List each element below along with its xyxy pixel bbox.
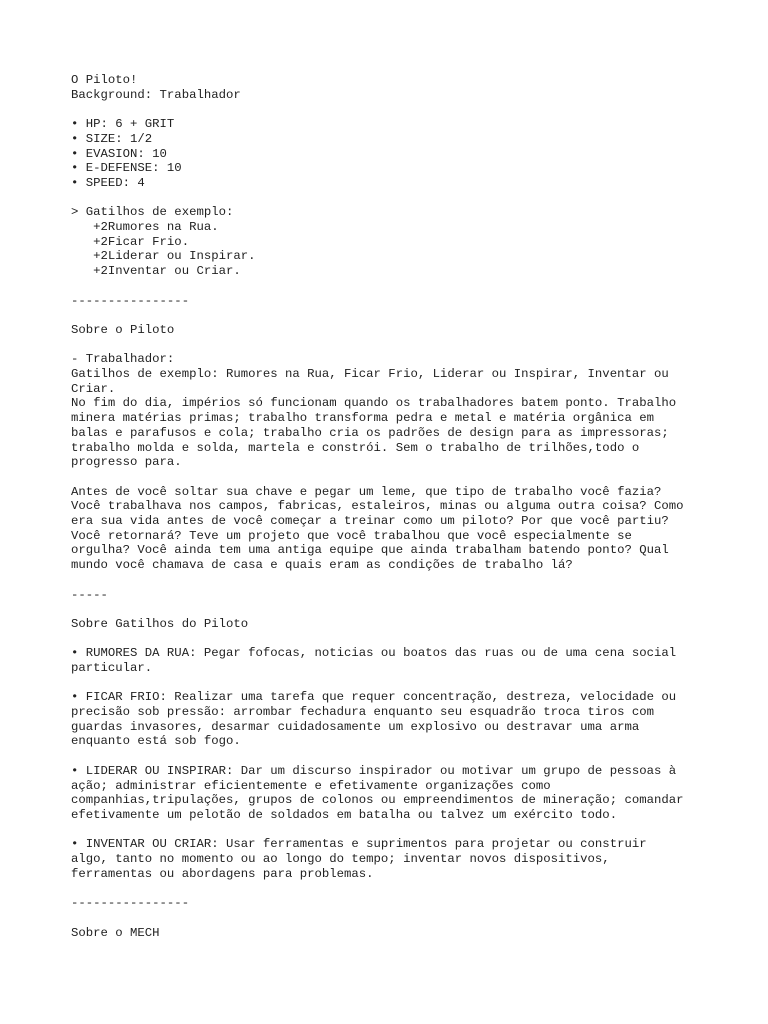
spacer [71,676,731,691]
stat-hp: • HP: 6 + GRIT [71,117,175,132]
paragraph-line: • FICAR FRIO: Realizar uma tarefa que requer concentração, destreza, velocidade ou [71,690,677,705]
paragraph-line: particular. [71,660,153,675]
paragraph-line: ferramentas ou abordagens para problemas. [71,866,374,881]
spacer [71,573,731,588]
trigger-description [71,646,731,675]
paragraph-line: Antes de você soltar sua chave e pegar um leme, que tipo de trabalho você fazia? [71,484,662,499]
paragraph-line: orgulha? Você ainda tem uma antiga equipe que ainda trabalham batendo ponto? Qual [71,543,669,558]
spacer [71,632,731,647]
spacer [71,279,731,294]
trigger-description [71,837,731,881]
paragraph-line: minera matérias primas; trabalho transforma pedra e metal e matéria orgânica em [71,411,654,426]
triggers-heading: > Gatilhos de exemplo: [71,205,234,220]
spacer [71,911,731,926]
spacer [71,191,731,206]
paragraph-line: • LIDERAR OU INSPIRAR: Dar um discurso inspirador ou motivar um grupo de pessoas à [71,763,677,778]
stat-e-defense: • E-DEFENSE: 10 [71,161,182,176]
document-title: O Piloto! [71,73,138,87]
about-pilot-body [71,352,731,470]
triggers-block [71,205,731,279]
paragraph-line: era sua vida antes de você começar a treinar como um piloto? Por que você partiu? [71,514,669,528]
about-pilot-heading: Sobre o Piloto [71,322,175,337]
paragraph-line: Você retornará? Teve um projeto que você trabalhou que você especialmente se [71,528,632,543]
paragraph-line: Você trabalhava nos campos, fabricas, estaleiros, minas ou alguma outra coisa? Como [71,499,684,514]
worker-subheading: - Trabalhador: [71,352,175,367]
paragraph-line: enquanto está sob fogo. [71,734,241,749]
spacer [71,470,731,485]
paragraph-line: • RUMORES DA RUA: Pegar fofocas, noticias ou boatos das ruas ou de uma cena social [71,646,677,661]
spacer [71,338,731,353]
paragraph-line: algo, tanto no momento ou ao longo do tempo; inventar novos dispositivos, [71,852,610,867]
trigger-description [71,690,731,749]
paragraph-line: • INVENTAR OU CRIAR: Usar ferramentas e suprimentos para projetar ou construir [71,837,647,852]
paragraph-line: companhias,tripulações, grupos de colonos ou empreendimentos de mineração; comandar [71,793,684,808]
stat-speed: • SPEED: 4 [71,175,145,190]
paragraph-line: trabalho molda e solda, martela e constrói. Sem o trabalho de trilhões,todo o [71,440,640,455]
paragraph-line: efetivamente um pelotão de soldados em batalha ou talvez um exército todo. [71,807,618,822]
paragraph-line: progresso para. [71,455,182,470]
about-mech-heading: Sobre o MECH [71,925,160,940]
trigger-item: +2Inventar ou Criar. [71,264,241,279]
stat-size: • SIZE: 1/2 [71,131,153,146]
trigger-item: +2Liderar ou Inspirar. [71,249,256,264]
paragraph-line: No fim do dia, impérios só funcionam quando os trabalhadores batem ponto. Trabalho [71,396,677,411]
paragraph-line: Criar. [71,381,116,396]
trigger-description [71,764,731,823]
spacer [71,602,731,617]
trigger-item: +2Rumores na Rua. [71,220,219,234]
document-page [71,73,731,940]
paragraph-line: ação; administrar eficientemente e efetivamente organizações como [71,778,551,793]
spacer [71,749,731,764]
section-divider: ---------------- [71,293,190,308]
paragraph-line: mundo você chamava de casa e quais eram as condições de trabalho lá? [71,558,573,573]
about-triggers-heading: Sobre Gatilhos do Piloto [71,616,249,631]
section-divider: ----- [71,587,108,602]
spacer [71,881,731,896]
spacer [71,308,731,323]
background-line: Background: Trabalhador [71,87,241,102]
stat-evasion: • EVASION: 10 [71,146,167,161]
stats-list [71,117,731,191]
questions-paragraph [71,485,731,573]
paragraph-line: balas e parafusos e cola; trabalho cria os padrões de design para as impressoras; [71,425,669,440]
section-divider: ---------------- [71,896,190,911]
spacer [71,823,731,838]
paragraph-line: Gatilhos de exemplo: Rumores na Rua, Ficar Frio, Liderar ou Inspirar, Inventar ou [71,366,669,381]
trigger-item: +2Ficar Frio. [71,234,190,249]
spacer [71,102,731,117]
paragraph-line: guardas invasores, desarmar cuidadosamente um explosivo ou destravar uma arma [71,719,640,734]
paragraph-line: precisão sob pressão: arrombar fechadura enquanto seu esquadrão troca tiros com [71,705,654,720]
